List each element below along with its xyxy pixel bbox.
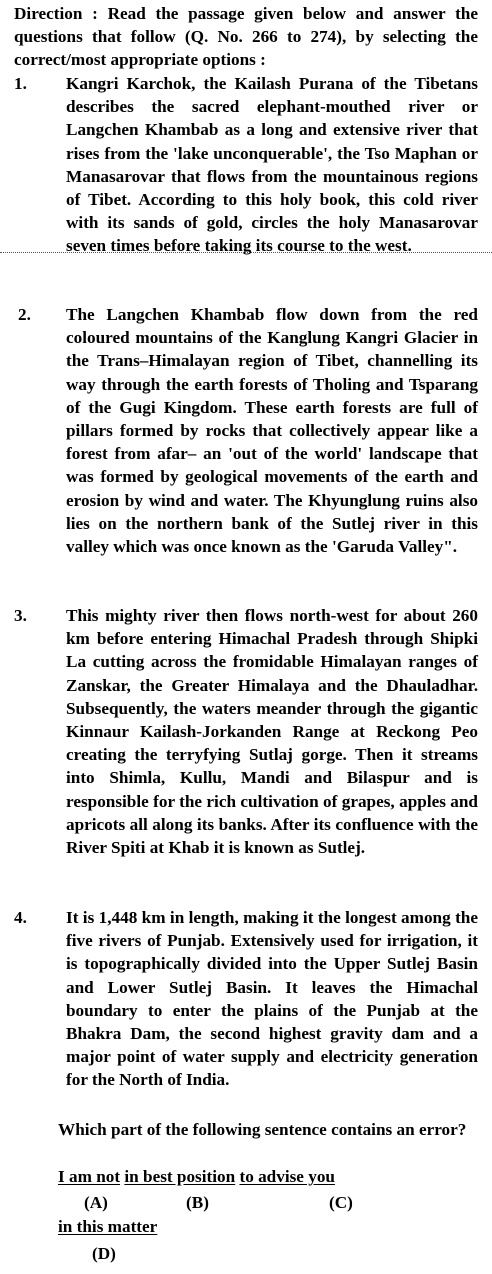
label-d: (D): [92, 1244, 116, 1263]
sentence-line-1: [58, 1165, 335, 1188]
paragraph-number: 2.: [18, 305, 31, 324]
paragraph-text: The Langchen Khambab flow down from the red coloured mountains of the Kanglung Kangri Glacier in the Trans–Himalayan region of Tibet, channelling its way through the earth forests of Tholing and Tsparang of the Gugi Kingdom. These earth forests are full of pillars formed by rocks that collectively appear like a forest from afar– an 'out of the world' landscape that was formed by geological movements of the earth and erosion by wind and water. The Khyunglung ruins also lies on the northern bank of the Sutlej river in this valley which was once known as the 'Garuda Valley".: [66, 305, 478, 557]
paragraph-number: 1.: [14, 74, 27, 93]
label-a: (A): [84, 1193, 108, 1212]
segment-a: I am not: [58, 1167, 121, 1186]
segment-b: in best position: [124, 1167, 236, 1186]
paragraph-number: 4.: [14, 908, 27, 927]
question-prompt: Which part of the following sentence contains an error?: [58, 1120, 467, 1139]
direction-text: Direction : Read the passage given below and answer the questions that follow (Q. No. 266 to 274), by selecting the correct/most appropriate options :: [14, 4, 478, 70]
paragraph-text: It is 1,448 km in length, making it the longest among the five rivers of Punjab. Extensively used for irrigation, it is topographically divided into the Upper Sutlej Basin and Lower Sutlej Basin. It leaves the Himachal boundary to enter the plains of the Punjab at the Bhakra Dam, the second highest gravity dam and a major point of water supply and electricity generation for the North of India.: [66, 908, 478, 1090]
segment-d: in this matter: [58, 1217, 158, 1236]
paragraph-text: Kangri Karchok, the Kailash Purana of the Tibetans describes the sacred elephant-mouthed river or Langchen Khambab as a long and extensive river that rises from the 'lake unconquerable', the Tso Maphan or Manasarovar that flows from the mountainous regions of Tibet. According to this holy book, this cold river with its sands of gold, circles the holy Manasarovar seven times before taking its course to the west.: [66, 74, 478, 256]
segment-c: to advise you: [239, 1167, 335, 1186]
label-c: (C): [329, 1193, 353, 1212]
paragraph-number: 3.: [14, 606, 27, 625]
paragraph-text: This mighty river then flows north-west for about 260 km before entering Himachal Pradesh through Shipki La cutting across the fromidable Himalayan ranges of Zanskar, the Greater Himalaya and the Dhauladhar. Subsequently, the waters meander through the gigantic Kinnaur Kailash-Jorkanden Range at Reckong Peo creating the terryfying Sutlaj gorge. Then it streams into Shimla, Kullu, Mandi and Bilaspur and is responsible for the rich cultivation of grapes, apples and apricots all along its banks. After its confluence with the River Spiti at Khab it is known as Sutlej.: [66, 606, 478, 858]
dotted-divider: [0, 252, 492, 253]
sentence-line-2: [58, 1215, 157, 1238]
label-b: (B): [186, 1193, 209, 1212]
